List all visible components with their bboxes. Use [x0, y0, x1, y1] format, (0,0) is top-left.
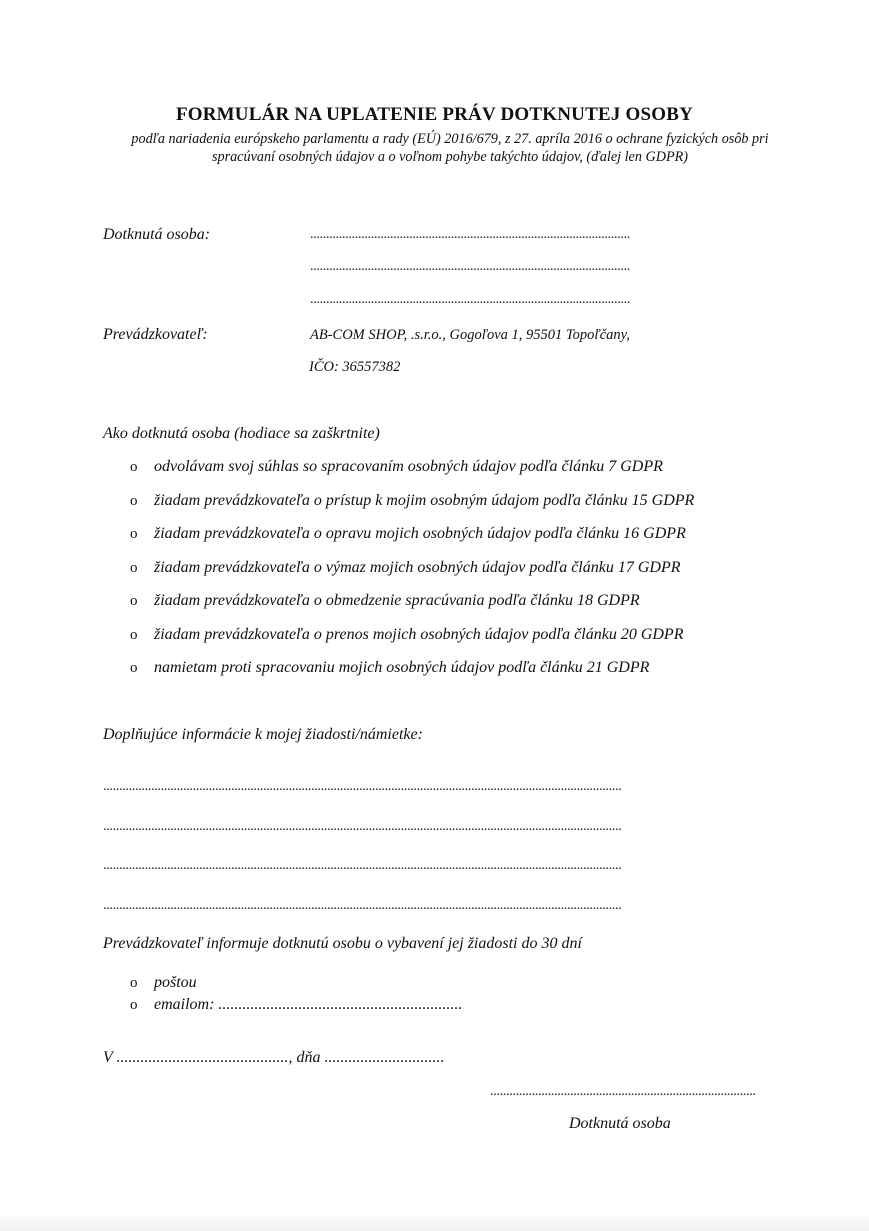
subject-line-3[interactable]: .................................................................................................... [310, 292, 631, 307]
delivery-email-field[interactable]: emailom: ............................................................. [154, 996, 463, 1013]
place-date-field[interactable]: V ..........................................., dňa .............................. [103, 1049, 445, 1066]
delivery-email-checkbox[interactable]: o [130, 997, 138, 1013]
option-label: žiadam prevádzkovateľa o obmedzenie spracúvania podľa článku 18 GDPR [154, 592, 640, 609]
subject-label: Dotknutá osoba: [103, 226, 211, 243]
additional-info-line-3[interactable]: .................................................................................................................................................................. [103, 858, 622, 873]
option-label: žiadam prevádzkovateľa o prístup k mojim osobným údajom podľa článku 15 GDPR [154, 492, 695, 509]
option-checkbox[interactable]: o [130, 593, 138, 609]
operator-ico: IČO: 36557382 [309, 359, 401, 375]
option-label: žiadam prevádzkovateľa o prenos mojich osobných údajov podľa článku 20 GDPR [154, 626, 684, 643]
response-notice: Prevádzkovateľ informuje dotknutú osobu o vybavení jej žiadosti do 30 dní [103, 935, 582, 952]
option-label: žiadam prevádzkovateľa o opravu mojich osobných údajov podľa článku 16 GDPR [154, 525, 686, 542]
operator-label: Prevádzkovateľ: [103, 326, 208, 343]
form-subtitle: podľa nariadenia európskeho parlamentu a rady (EÚ) 2016/679, z 27. apríla 2016 o ochrane fyzických osôb pri spracúvaní osobných údajov a o voľnom pohybe takýchto údajov, (ďalej len GDPR) [131, 131, 769, 165]
signature-line[interactable]: ................................................................................... [490, 1084, 756, 1099]
option-checkbox[interactable]: o [130, 560, 138, 576]
signature-label: Dotknutá osoba [569, 1115, 671, 1132]
form-title: FORMULÁR NA UPLATENIE PRÁV DOTKNUTEJ OSOBY [175, 104, 694, 125]
option-checkbox[interactable]: o [130, 660, 138, 676]
delivery-post-checkbox[interactable]: o [130, 975, 138, 991]
option-label: namietam proti spracovaniu mojich osobných údajov podľa článku 21 GDPR [154, 659, 650, 676]
delivery-post-label: poštou [154, 974, 197, 991]
page-bottom-edge [0, 1213, 869, 1231]
additional-info-label: Doplňujúce informácie k mojej žiadosti/námietke: [103, 726, 423, 743]
options-heading: Ako dotknutá osoba (hodiace sa zaškrtnite) [103, 425, 380, 442]
subject-line-1[interactable]: .................................................................................................... [310, 227, 631, 242]
additional-info-line-2[interactable]: .................................................................................................................................................................. [103, 819, 622, 834]
option-checkbox[interactable]: o [130, 459, 138, 475]
option-label: odvolávam svoj súhlas so spracovaním osobných údajov podľa článku 7 GDPR [154, 458, 663, 475]
option-checkbox[interactable]: o [130, 627, 138, 643]
operator-address: AB-COM SHOP, .s.r.o., Gogoľova 1, 95501 Topoľčany, [310, 327, 630, 343]
option-label: žiadam prevádzkovateľa o výmaz mojich osobných údajov podľa článku 17 GDPR [154, 559, 681, 576]
option-checkbox[interactable]: o [130, 493, 138, 509]
option-checkbox[interactable]: o [130, 526, 138, 542]
additional-info-line-4[interactable]: .................................................................................................................................................................. [103, 898, 622, 913]
subject-line-2[interactable]: .................................................................................................... [310, 259, 631, 274]
additional-info-line-1[interactable]: .................................................................................................................................................................. [103, 779, 622, 794]
